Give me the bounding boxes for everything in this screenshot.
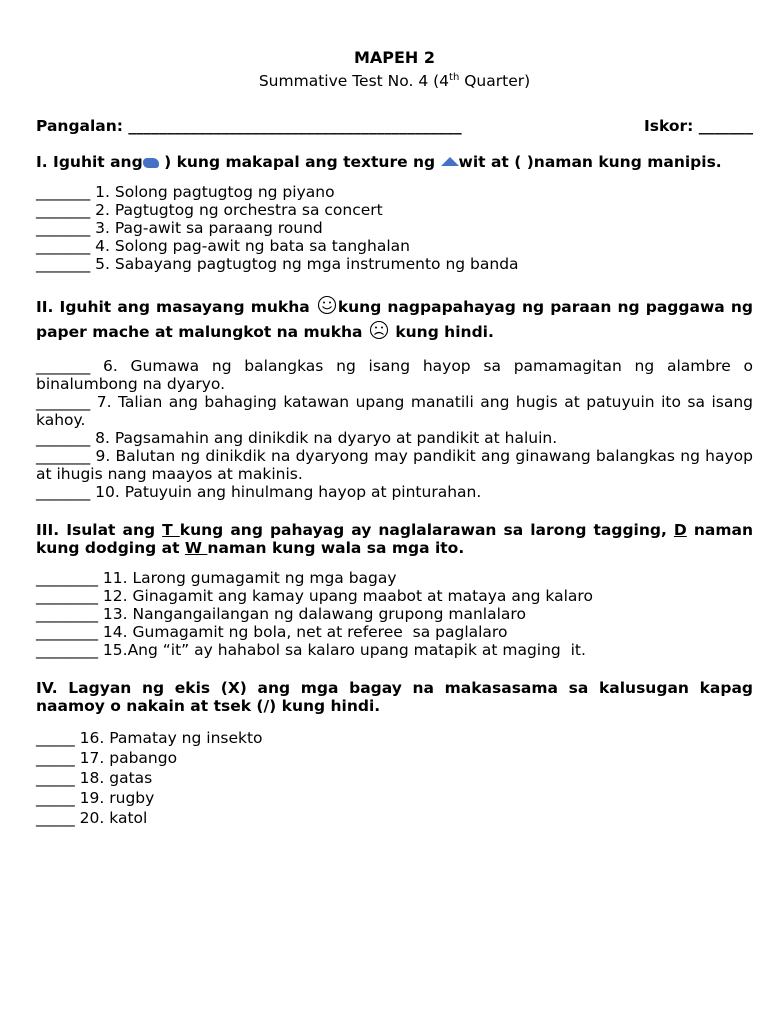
subtitle-text: Summative Test No. 4 (4th Quarter) <box>258 72 531 91</box>
smiley-face-icon <box>316 295 338 315</box>
list-item[interactable]: _______ 8. Pagsamahin ang dinikdik na dyaryo at pandikit at haluin. <box>36 429 558 448</box>
list-item[interactable]: _______ 3. Pag-awit sa paraang round <box>36 219 323 238</box>
s2-instr-b: kung nagpapahayag ng paraan ng paggawa ng paper mache at malungkot na mukha <box>36 298 753 342</box>
list-item[interactable]: _____ 16. Pamatay ng insekto <box>36 729 263 748</box>
s3-instr-e: naman kung wala sa mga ito. <box>207 539 465 558</box>
list-item[interactable]: _______ 10. Patuyuin ang hinulmang hayop at pinturahan. <box>36 483 482 502</box>
score-field[interactable]: Iskor: _______ <box>643 117 753 136</box>
s3-instr-c: naman kung dodging at <box>36 521 753 558</box>
thick-texture-shape-icon <box>143 158 159 168</box>
s3-letter-t: T <box>162 521 180 540</box>
name-field[interactable]: Pangalan: ___________________________________________ <box>36 117 462 136</box>
list-item[interactable]: _______ 2. Pagtugtog ng orchestra sa concert <box>36 201 383 220</box>
s3-letter-w: W <box>184 539 208 558</box>
s2-instr-c: kung hindi. <box>389 323 494 342</box>
page-title: MAPEH 2 <box>353 48 436 67</box>
list-item[interactable]: _______ 1. Solong pagtugtog ng piyano <box>36 183 335 202</box>
list-item[interactable]: _______ 9. Balutan ng dinikdik na dyaryong may pandikit ang ginawang balangkas ng hayop at ihugis nang maayos at makinis. <box>36 447 753 484</box>
s3-instr-a: III. Isulat ang <box>36 521 163 540</box>
section-2-instructions <box>36 295 753 345</box>
list-item[interactable]: ________ 11. Larong gumagamit ng mga bagay <box>36 569 397 588</box>
list-item[interactable]: ________ 13. Nangangailangan ng dalawang grupong manlalaro <box>36 605 526 624</box>
s1-instr-b: ) kung makapal ang texture ng <box>158 153 441 172</box>
thin-texture-shape-icon <box>441 157 459 166</box>
section-2-items <box>36 357 753 501</box>
list-item[interactable]: _______ 7. Talian ang bahaging katawan upang manatili ang hugis at patuyuin ito sa isang kahoy. <box>36 393 753 430</box>
s3-letter-d: D <box>673 521 687 540</box>
list-item[interactable]: _____ 20. katol <box>36 809 148 828</box>
section-4-items <box>36 729 753 829</box>
name-score-row <box>36 117 753 137</box>
worksheet <box>36 48 753 829</box>
sad-face-icon <box>368 320 390 340</box>
section-3-items <box>36 569 753 659</box>
list-item[interactable]: _______ 6. Gumawa ng balangkas ng isang hayop sa pamamagitan ng alambre o binalumbong na dyaryo. <box>36 357 753 394</box>
list-item[interactable]: _____ 17. pabango <box>36 749 178 768</box>
s2-instr-a: II. Iguhit ang masayang mukha <box>36 298 316 317</box>
s3-instr-b: kung ang pahayag ay naglalarawan sa larong tagging, <box>179 521 674 540</box>
section-3-instructions <box>36 521 753 557</box>
list-item[interactable]: _______ 5. Sabayang pagtugtog ng mga instrumento ng banda <box>36 255 519 274</box>
ordinal-suffix: th <box>449 72 460 83</box>
list-item[interactable]: ________ 12. Ginagamit ang kamay upang maabot at mataya ang kalaro <box>36 587 593 606</box>
list-item[interactable]: _____ 19. rugby <box>36 789 155 808</box>
s1-instr-c: wit at ( )naman kung manipis. <box>458 153 722 172</box>
section-4-instructions: IV. Lagyan ng ekis (X) ang mga bagay na makasasama sa kalusugan kapag naamoy o nakain at tsek (/) kung hindi. <box>36 679 753 716</box>
list-item[interactable]: _____ 18. gatas <box>36 769 153 788</box>
s1-instr-a: I. Iguhit ang <box>36 153 143 172</box>
section-1-items <box>36 183 753 273</box>
list-item[interactable]: _______ 4. Solong pag-awit ng bata sa tanghalan <box>36 237 410 256</box>
page-subtitle <box>36 68 753 91</box>
section-1-instructions <box>36 153 753 171</box>
list-item[interactable]: ________ 15.Ang “it” ay hahabol sa kalaro upang matapik at maging it. <box>36 641 586 660</box>
list-item[interactable]: ________ 14. Gumagamit ng bola, net at referee sa paglalaro <box>36 623 508 642</box>
